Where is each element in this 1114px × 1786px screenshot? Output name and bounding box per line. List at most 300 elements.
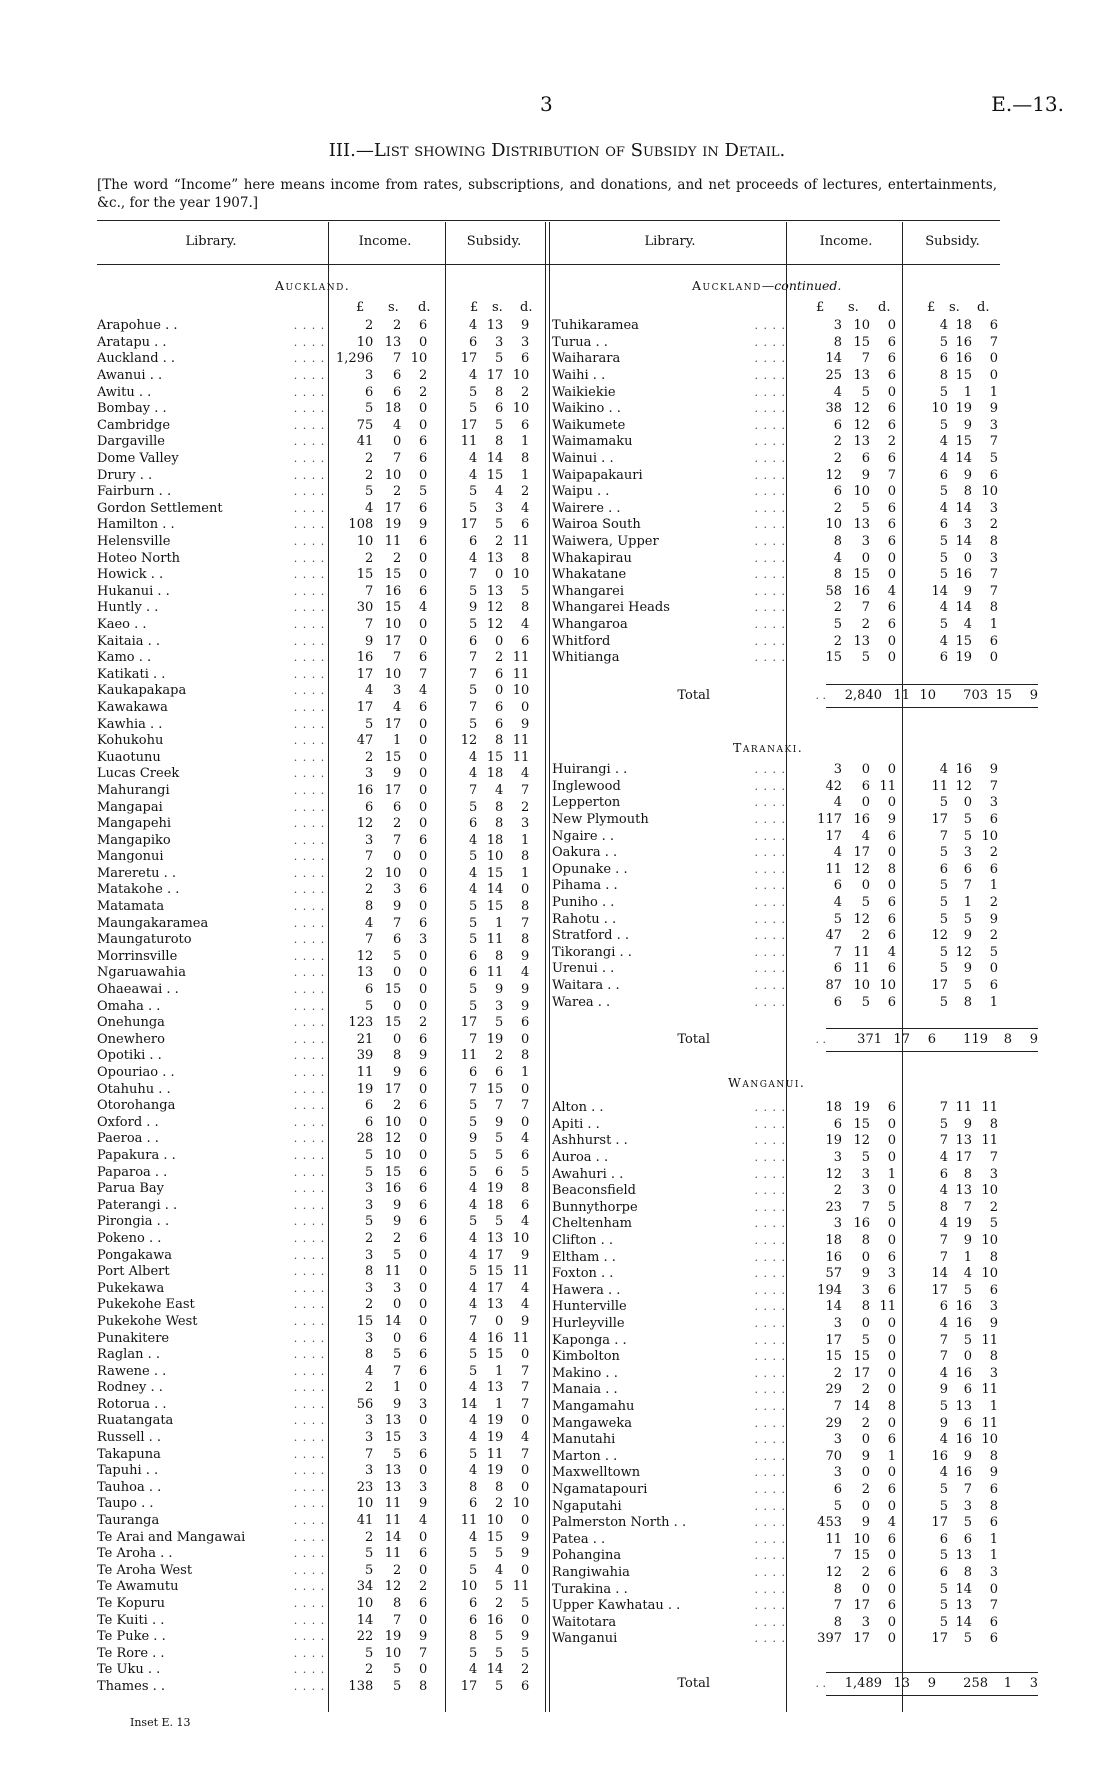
subsidy-shillings: 9 — [963, 1233, 972, 1249]
subsidy-pounds: 4 — [468, 766, 478, 782]
income-pence: 6 — [887, 1531, 896, 1547]
table-row — [97, 1032, 529, 1049]
subsidy-shillings: 6 — [494, 666, 504, 682]
library-name: Ngaputahi — [552, 1498, 622, 1514]
table-row — [97, 700, 529, 717]
subsidy-shillings: 12 — [955, 778, 972, 794]
income-pounds: 5 — [364, 998, 374, 1014]
income-pounds: 23 — [825, 1199, 842, 1215]
income-shillings: 0 — [861, 878, 870, 894]
subsidy-pounds: 6 — [939, 351, 948, 367]
total-subsidy-pence: 9 — [1012, 1029, 1038, 1052]
subsidy-pence: 7 — [989, 583, 998, 599]
subsidy-shillings: 15 — [955, 434, 972, 450]
leader-dots: . . . . — [754, 1532, 786, 1546]
subsidy-shillings: 8 — [494, 816, 504, 832]
income-pounds: 3 — [364, 1280, 374, 1296]
subsidy-pence: 1 — [989, 878, 998, 894]
library-name: Dargaville — [97, 434, 165, 450]
total-subsidy-pence: 3 — [1012, 1673, 1038, 1696]
table-row — [552, 434, 998, 451]
subsidy-pounds: 17 — [931, 812, 948, 828]
library-name: Ngaruawahia — [97, 965, 186, 981]
leader-dots: . . . . — [293, 1331, 326, 1345]
income-pounds: 2 — [833, 633, 842, 649]
income-pence: 0 — [418, 1114, 428, 1130]
shillings-sign: s. — [848, 300, 859, 315]
income-shillings: 6 — [861, 778, 870, 794]
subsidy-pounds: 4 — [468, 467, 478, 483]
income-shillings: 7 — [392, 650, 402, 666]
table-row — [552, 1498, 998, 1515]
income-shillings: 17 — [853, 1598, 870, 1614]
income-pounds: 4 — [833, 550, 842, 566]
table-row — [97, 1231, 529, 1248]
income-pounds: 8 — [833, 567, 842, 583]
income-pence: 0 — [418, 1413, 428, 1429]
income-shillings: 2 — [392, 1562, 402, 1578]
leader-dots: . . . . — [293, 767, 326, 781]
library-name: Pirongia . . — [97, 1214, 170, 1230]
income-shillings: 17 — [384, 782, 402, 798]
income-pounds: 6 — [833, 1116, 842, 1132]
subsidy-pence: 7 — [989, 434, 998, 450]
leader-dots: . . . . — [293, 501, 326, 515]
subsidy-pounds: 7 — [939, 828, 948, 844]
subsidy-pounds: 5 — [468, 849, 478, 865]
library-name: Makino . . — [552, 1365, 618, 1381]
library-name: Rodney . . — [97, 1380, 163, 1396]
income-shillings: 4 — [392, 417, 402, 433]
auckland-cont-table — [552, 318, 998, 666]
subsidy-pence: 6 — [989, 861, 998, 877]
subsidy-pounds: 5 — [939, 1581, 948, 1597]
income-pounds: 28 — [356, 1131, 374, 1147]
subsidy-pence: 11 — [981, 1382, 998, 1398]
subsidy-pounds: 7 — [939, 1249, 948, 1265]
income-pounds: 7 — [364, 849, 374, 865]
income-pounds: 3 — [364, 1430, 374, 1446]
table-row — [97, 849, 529, 866]
table-row — [97, 982, 529, 999]
table-row — [552, 368, 998, 385]
leader-dots: . . . . — [754, 896, 786, 910]
income-pence: 6 — [887, 961, 896, 977]
subsidy-pence: 1 — [989, 1398, 998, 1414]
library-name: Rotorua . . — [97, 1396, 167, 1412]
income-shillings: 7 — [861, 1199, 870, 1215]
income-pounds: 8 — [833, 534, 842, 550]
table-row — [552, 1100, 998, 1117]
income-pence: 5 — [887, 1199, 896, 1215]
subsidy-shillings: 14 — [955, 451, 972, 467]
subsidy-pounds: 5 — [468, 982, 478, 998]
leader-dots: . . . . — [754, 468, 786, 482]
subsidy-pounds: 4 — [468, 1430, 478, 1446]
subsidy-pounds: 4 — [468, 451, 478, 467]
subsidy-shillings: 8 — [963, 1564, 972, 1580]
subsidy-pounds: 5 — [468, 899, 478, 915]
income-pence: 2 — [418, 1579, 428, 1595]
library-name: Waiharara — [552, 351, 621, 367]
subsidy-pence: 9 — [520, 1629, 530, 1645]
subsidy-pence: 0 — [520, 1114, 530, 1130]
income-pence: 0 — [418, 417, 428, 433]
income-shillings: 10 — [384, 865, 402, 881]
library-name: Waitara . . — [552, 978, 620, 994]
table-row — [552, 567, 998, 584]
subsidy-pounds: 11 — [460, 1048, 478, 1064]
income-shillings: 8 — [392, 1596, 402, 1612]
income-shillings: 15 — [853, 1349, 870, 1365]
income-pence: 6 — [418, 1098, 428, 1114]
income-pounds: 17 — [356, 699, 374, 715]
subsidy-pence: 9 — [520, 998, 530, 1014]
subsidy-pounds: 7 — [468, 1081, 478, 1097]
subsidy-pence: 10 — [981, 1266, 998, 1282]
subsidy-pence: 0 — [520, 1081, 530, 1097]
subsidy-shillings: 19 — [955, 401, 972, 417]
leader-dots: . . . . — [754, 1217, 786, 1231]
subsidy-shillings: 9 — [963, 1448, 972, 1464]
table-row — [97, 484, 529, 501]
library-name: Otahuhu . . — [97, 1081, 171, 1097]
subsidy-pounds: 4 — [468, 832, 478, 848]
income-pounds: 12 — [825, 467, 842, 483]
subsidy-shillings: 5 — [494, 1645, 504, 1661]
table-row — [97, 335, 529, 352]
income-pence: 6 — [418, 1065, 428, 1081]
library-name: Te Rore . . — [97, 1645, 165, 1661]
income-shillings: 5 — [392, 1662, 402, 1678]
income-pounds: 15 — [356, 1313, 374, 1329]
income-pence: 0 — [418, 849, 428, 865]
table-row — [97, 1446, 529, 1463]
table-row — [552, 1548, 998, 1565]
income-shillings: 15 — [384, 749, 402, 765]
income-pence: 0 — [887, 633, 896, 649]
leader-dots: . . . . — [293, 717, 326, 731]
income-note: [The word “Income” here means income from rates, subscriptions, and donations, and net proceeds of lectures, entertainments, &c., for the year 1907.] — [97, 177, 997, 211]
shillings-sign: s. — [388, 300, 399, 315]
subsidy-pence: 6 — [989, 978, 998, 994]
library-name: Wairere . . — [552, 500, 621, 516]
table-row — [97, 932, 529, 949]
income-pounds: 7 — [833, 944, 842, 960]
income-pounds: 12 — [356, 948, 374, 964]
income-pounds: 6 — [364, 384, 374, 400]
pound-sign: £ — [470, 300, 479, 315]
income-pounds: 4 — [364, 915, 374, 931]
library-name: Oakura . . — [552, 845, 618, 861]
library-name: Te Uku . . — [97, 1662, 161, 1678]
subsidy-pounds: 5 — [939, 417, 948, 433]
subsidy-shillings: 12 — [486, 616, 504, 632]
income-pounds: 2 — [364, 1230, 374, 1246]
subsidy-pence: 0 — [520, 699, 530, 715]
subsidy-shillings: 15 — [486, 1081, 504, 1097]
section-auckland-cont — [692, 278, 841, 293]
subsidy-pounds: 4 — [939, 1316, 948, 1332]
income-shillings: 5 — [861, 1150, 870, 1166]
income-pence: 0 — [887, 318, 896, 334]
subsidy-pence: 11 — [981, 1332, 998, 1348]
subsidy-shillings: 15 — [955, 633, 972, 649]
income-shillings: 17 — [384, 1081, 402, 1097]
leader-dots: . . . . — [293, 1066, 326, 1080]
income-shillings: 2 — [392, 318, 402, 334]
subsidy-shillings: 9 — [494, 982, 504, 998]
subsidy-pounds: 4 — [468, 1247, 478, 1263]
library-name: Upper Kawhatau . . — [552, 1598, 681, 1614]
subsidy-pence: 10 — [512, 1496, 530, 1512]
leader-dots: . . . . — [293, 1397, 326, 1411]
leader-dots: . . . . — [754, 1101, 786, 1115]
subsidy-pounds: 16 — [931, 1448, 948, 1464]
income-shillings: 7 — [392, 351, 402, 367]
income-pence: 5 — [418, 484, 428, 500]
subsidy-shillings: 15 — [486, 1347, 504, 1363]
income-pence: 8 — [887, 861, 896, 877]
income-pounds: 5 — [364, 401, 374, 417]
income-shillings: 15 — [853, 567, 870, 583]
leader-dots: . . . . — [754, 796, 786, 810]
leader-dots: . . . . — [293, 435, 326, 449]
table-row — [97, 949, 529, 966]
income-shillings: 16 — [384, 583, 402, 599]
income-pence: 0 — [418, 1380, 428, 1396]
leader-dots: . . . . — [293, 983, 326, 997]
income-shillings: 2 — [861, 928, 870, 944]
library-name: Bombay . . — [97, 401, 167, 417]
leader-dots: . . . . — [754, 1632, 786, 1646]
subsidy-shillings: 2 — [494, 1596, 504, 1612]
income-pounds: 41 — [356, 1513, 374, 1529]
income-shillings: 10 — [384, 1645, 402, 1661]
subsidy-pounds: 4 — [468, 1181, 478, 1197]
subsidy-pounds: 12 — [931, 928, 948, 944]
income-shillings: 9 — [861, 1515, 870, 1531]
subsidy-pence: 7 — [989, 334, 998, 350]
income-pence: 0 — [887, 1548, 896, 1564]
table-row — [552, 517, 998, 534]
subsidy-shillings: 19 — [486, 1181, 504, 1197]
leader-dots: . . . . — [293, 833, 326, 847]
income-pence: 0 — [418, 1280, 428, 1296]
income-pounds: 8 — [364, 899, 374, 915]
income-pounds: 2 — [364, 1529, 374, 1545]
subsidy-pounds: 5 — [468, 683, 478, 699]
subsidy-pence: 11 — [512, 534, 530, 550]
table-row — [97, 1330, 529, 1347]
table-row — [97, 1148, 529, 1165]
leader-dots: . . . . — [293, 850, 326, 864]
library-name: Huirangi . . — [552, 762, 628, 778]
subsidy-pounds: 6 — [939, 1531, 948, 1547]
subsidy-shillings: 5 — [963, 828, 972, 844]
subsidy-pounds: 7 — [939, 1100, 948, 1116]
table-row — [552, 550, 998, 567]
leader-dots: . . . . — [293, 352, 326, 366]
subsidy-pence: 1 — [520, 467, 530, 483]
subsidy-pounds: 5 — [468, 1214, 478, 1230]
income-pounds: 47 — [825, 928, 842, 944]
income-pence: 0 — [418, 749, 428, 765]
income-pence: 2 — [418, 1015, 428, 1031]
leader-dots: . . . . — [293, 684, 326, 698]
subsidy-pence: 8 — [989, 1116, 998, 1132]
subsidy-pence: 0 — [989, 351, 998, 367]
income-pounds: 6 — [833, 417, 842, 433]
subsidy-shillings: 5 — [963, 812, 972, 828]
income-pence: 6 — [418, 1330, 428, 1346]
table-row — [97, 965, 529, 982]
income-pounds: 3 — [364, 1197, 374, 1213]
table-row — [97, 401, 529, 418]
income-shillings: 19 — [384, 517, 402, 533]
subsidy-pence: 10 — [981, 1183, 998, 1199]
leader-dots: . . . . — [754, 1151, 786, 1165]
library-name: Te Puke . . — [97, 1629, 166, 1645]
income-shillings: 3 — [861, 1166, 870, 1182]
income-pence: 0 — [887, 567, 896, 583]
library-name: Pokeno . . — [97, 1230, 162, 1246]
income-pounds: 56 — [356, 1396, 374, 1412]
income-pounds: 1,296 — [336, 351, 374, 367]
library-name: Alton . . — [552, 1100, 604, 1116]
income-shillings: 15 — [384, 1164, 402, 1180]
leader-dots: . . . . — [754, 1300, 786, 1314]
subsidy-pence: 0 — [989, 961, 998, 977]
income-shillings: 17 — [853, 845, 870, 861]
subsidy-shillings: 8 — [963, 484, 972, 500]
rule-center-a — [545, 222, 546, 1712]
subsidy-pence: 6 — [520, 1197, 530, 1213]
leader-dots: . . . . — [293, 418, 326, 432]
table-row — [552, 928, 998, 945]
leader-dots: . . . . — [754, 1399, 786, 1413]
subsidy-pounds: 4 — [468, 1330, 478, 1346]
table-row — [552, 1200, 998, 1217]
subsidy-shillings: 14 — [486, 1662, 504, 1678]
income-shillings: 15 — [384, 600, 402, 616]
library-name: Pongakawa — [97, 1247, 172, 1263]
subsidy-pounds: 17 — [460, 1015, 478, 1031]
table-row — [552, 1482, 998, 1499]
subsidy-shillings: 1 — [494, 1396, 504, 1412]
subsidy-pence: 0 — [520, 1347, 530, 1363]
leader-dots: . . . . — [293, 1580, 326, 1594]
subsidy-shillings: 16 — [955, 1432, 972, 1448]
subsidy-pence: 6 — [520, 1147, 530, 1163]
leader-dots: . . . . — [293, 518, 326, 532]
library-name: Hoteo North — [97, 550, 181, 566]
subsidy-pence: 9 — [520, 948, 530, 964]
table-row — [552, 1415, 998, 1432]
leader-dots: . . . . — [754, 1466, 786, 1480]
subsidy-pounds: 4 — [939, 500, 948, 516]
library-name: Ohaeawai . . — [97, 982, 179, 998]
subsidy-shillings: 2 — [494, 534, 504, 550]
table-row — [97, 1629, 529, 1646]
pence-sign: d. — [520, 300, 533, 315]
table-row — [552, 318, 998, 335]
subsidy-pounds: 9 — [468, 1131, 478, 1147]
subsidy-pounds: 7 — [939, 1233, 948, 1249]
income-pence: 3 — [418, 1430, 428, 1446]
subsidy-pounds: 7 — [468, 782, 478, 798]
library-name: Waitotara — [552, 1614, 617, 1630]
table-row — [97, 1081, 529, 1098]
table-row — [97, 1065, 529, 1082]
income-pounds: 70 — [825, 1448, 842, 1464]
income-pounds: 108 — [348, 517, 374, 533]
library-name: Rawene . . — [97, 1363, 167, 1379]
leader-dots: . . . . — [293, 1414, 326, 1428]
income-shillings: 14 — [384, 1313, 402, 1329]
table-row — [97, 1596, 529, 1613]
table-row — [552, 1614, 998, 1631]
income-pence: 0 — [887, 1183, 896, 1199]
income-pounds: 8 — [833, 1581, 842, 1597]
leader-dots: . . . . — [293, 1082, 326, 1096]
income-pence: 0 — [887, 1581, 896, 1597]
subsidy-pence: 2 — [989, 928, 998, 944]
income-pounds: 17 — [356, 666, 374, 682]
leader-dots: . . . . — [754, 1283, 786, 1297]
income-shillings: 6 — [392, 368, 402, 384]
income-shillings: 10 — [853, 1531, 870, 1547]
income-pence: 9 — [418, 1048, 428, 1064]
income-shillings: 7 — [861, 600, 870, 616]
leader-dots: . . . . — [293, 1215, 326, 1229]
leader-dots: . . . . — [293, 1016, 326, 1030]
subsidy-shillings: 13 — [955, 1398, 972, 1414]
subsidy-pence: 6 — [989, 633, 998, 649]
income-shillings: 2 — [861, 1382, 870, 1398]
subsidy-shillings: 5 — [963, 1515, 972, 1531]
income-pence: 6 — [418, 1546, 428, 1562]
subsidy-pence: 11 — [512, 650, 530, 666]
income-pence: 0 — [887, 650, 896, 666]
subsidy-pence: 1 — [520, 434, 530, 450]
subsidy-pence: 11 — [981, 1415, 998, 1431]
income-shillings: 17 — [384, 716, 402, 732]
subsidy-pounds: 7 — [468, 567, 478, 583]
income-pounds: 3 — [364, 368, 374, 384]
income-pounds: 7 — [364, 1446, 374, 1462]
income-pence: 0 — [418, 401, 428, 417]
subsidy-pounds: 6 — [468, 334, 478, 350]
library-name: Tauhoa . . — [97, 1479, 162, 1495]
income-pence: 10 — [410, 351, 428, 367]
income-shillings: 10 — [853, 318, 870, 334]
subsidy-pounds: 6 — [468, 816, 478, 832]
subsidy-shillings: 9 — [963, 417, 972, 433]
subsidy-pounds: 5 — [939, 550, 948, 566]
income-pence: 0 — [887, 550, 896, 566]
income-pounds: 123 — [348, 1015, 374, 1031]
leader-dots: . . . . — [293, 783, 326, 797]
subsidy-pence: 9 — [989, 911, 998, 927]
income-pounds: 17 — [825, 1332, 842, 1348]
library-name: Tikorangi . . — [552, 944, 632, 960]
subsidy-shillings: 19 — [486, 1413, 504, 1429]
income-shillings: 16 — [853, 583, 870, 599]
subsidy-pence: 5 — [520, 583, 530, 599]
shillings-sign: s. — [949, 300, 960, 315]
income-shillings: 11 — [384, 1264, 402, 1280]
